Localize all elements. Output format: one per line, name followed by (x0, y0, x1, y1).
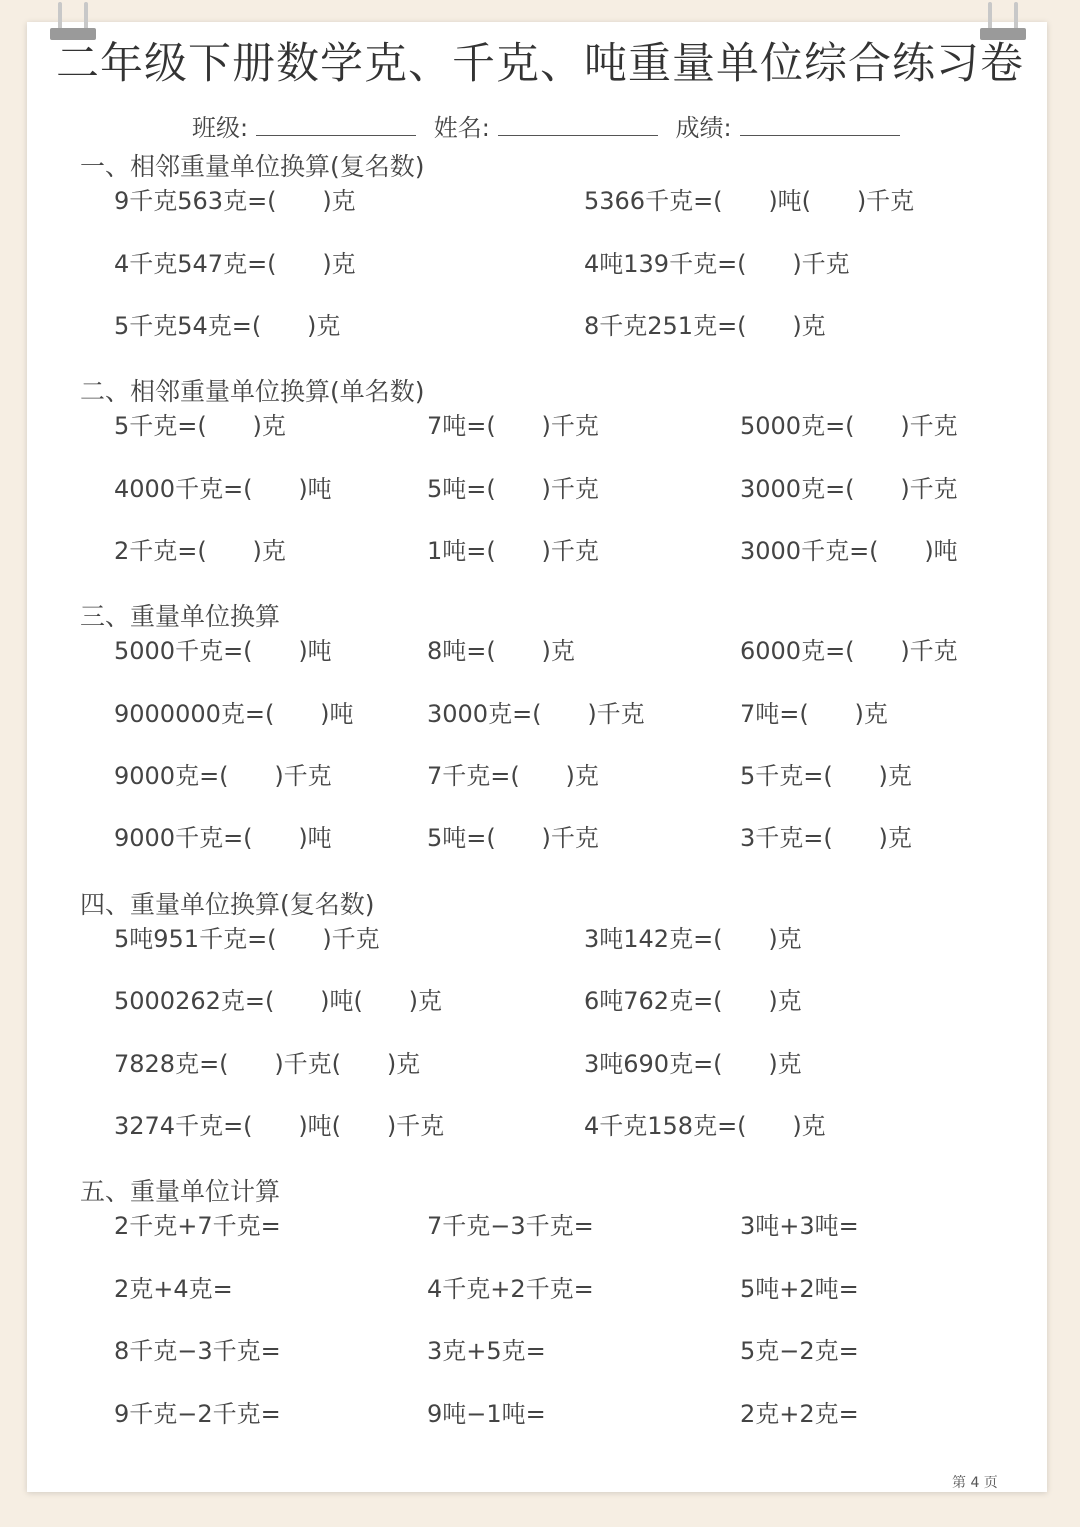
exercise-item: 5克−2克= (740, 1337, 859, 1365)
exercise-item: 3吨142克=( )克 (584, 925, 802, 953)
exercise-item: 5吨+2吨= (740, 1275, 859, 1303)
exercise-item: 5吨=( )千克 (427, 824, 599, 852)
name-label: 姓名: (433, 114, 490, 142)
exercise-item: 3吨690克=( )克 (584, 1050, 802, 1078)
exercise-item: 8千克251克=( )克 (584, 312, 826, 340)
exercise-item: 7吨=( )千克 (427, 412, 599, 440)
exercise-item: 7828克=( )千克( )克 (114, 1050, 421, 1078)
exercise-item: 3274千克=( )吨( )千克 (114, 1112, 445, 1140)
exercise-item: 5千克=( )克 (740, 762, 912, 790)
exercise-item: 2克+2克= (740, 1400, 859, 1428)
exercise-item: 2千克+7千克= (114, 1212, 281, 1240)
exercise-item: 4千克547克=( )克 (114, 250, 356, 278)
section-title: 三、重量单位换算 (80, 602, 281, 631)
exercise-item: 1吨=( )千克 (427, 537, 599, 565)
exercise-item: 3吨+3吨= (740, 1212, 859, 1240)
exercise-item: 7吨=( )克 (740, 700, 888, 728)
exercise-item: 9千克−2千克= (114, 1400, 281, 1428)
exercise-item: 4千克+2千克= (427, 1275, 594, 1303)
exercise-item: 5366千克=( )吨( )千克 (584, 187, 915, 215)
exercise-item: 7千克=( )克 (427, 762, 599, 790)
exercise-item: 3000千克=( )吨 (740, 537, 958, 565)
class-blank[interactable] (256, 117, 416, 136)
exercise-item: 5吨951千克=( )千克 (114, 925, 380, 953)
exercise-item: 3000克=( )千克 (740, 475, 958, 503)
exercise-item: 9000千克=( )吨 (114, 824, 332, 852)
worksheet-title: 二年级下册数学克、千克、吨重量单位综合练习卷 (56, 39, 1024, 89)
exercise-item: 5吨=( )千克 (427, 475, 599, 503)
exercise-item: 9000000克=( )吨 (114, 700, 354, 728)
exercise-item: 9000克=( )千克 (114, 762, 332, 790)
exercise-item: 3千克=( )克 (740, 824, 912, 852)
exercise-item: 3000克=( )千克 (427, 700, 645, 728)
exercise-item: 7千克−3千克= (427, 1212, 594, 1240)
exercise-item: 2克+4克= (114, 1275, 233, 1303)
exercise-item: 5千克=( )克 (114, 412, 286, 440)
exercise-item: 5千克54克=( )克 (114, 312, 341, 340)
exercise-item: 5000262克=( )吨( )克 (114, 987, 442, 1015)
score-label: 成绩: (675, 114, 732, 142)
section-title: 四、重量单位换算(复名数) (80, 890, 375, 919)
section-title: 五、重量单位计算 (80, 1177, 281, 1206)
exercise-item: 4千克158克=( )克 (584, 1112, 826, 1140)
page-number: 第 4 页 (952, 1475, 998, 1491)
exercise-item: 6吨762克=( )克 (584, 987, 802, 1015)
exercise-item: 9吨−1吨= (427, 1400, 546, 1428)
class-label: 班级: (192, 114, 249, 142)
exercise-item: 4000千克=( )吨 (114, 475, 332, 503)
exercise-item: 2千克=( )克 (114, 537, 286, 565)
section-title: 一、相邻重量单位换算(复名数) (80, 152, 425, 181)
name-blank[interactable] (498, 117, 658, 136)
exercise-item: 6000克=( )千克 (740, 637, 958, 665)
exercise-item: 8千克−3千克= (114, 1337, 281, 1365)
score-blank[interactable] (740, 117, 900, 136)
section-title: 二、相邻重量单位换算(单名数) (80, 377, 425, 406)
exercise-item: 5000千克=( )吨 (114, 637, 332, 665)
exercise-item: 3克+5克= (427, 1337, 546, 1365)
exercise-item: 9千克563克=( )克 (114, 187, 356, 215)
exercise-item: 8吨=( )克 (427, 637, 575, 665)
exercise-item: 4吨139千克=( )千克 (584, 250, 850, 278)
student-info (192, 108, 910, 143)
exercise-item: 5000克=( )千克 (740, 412, 958, 440)
